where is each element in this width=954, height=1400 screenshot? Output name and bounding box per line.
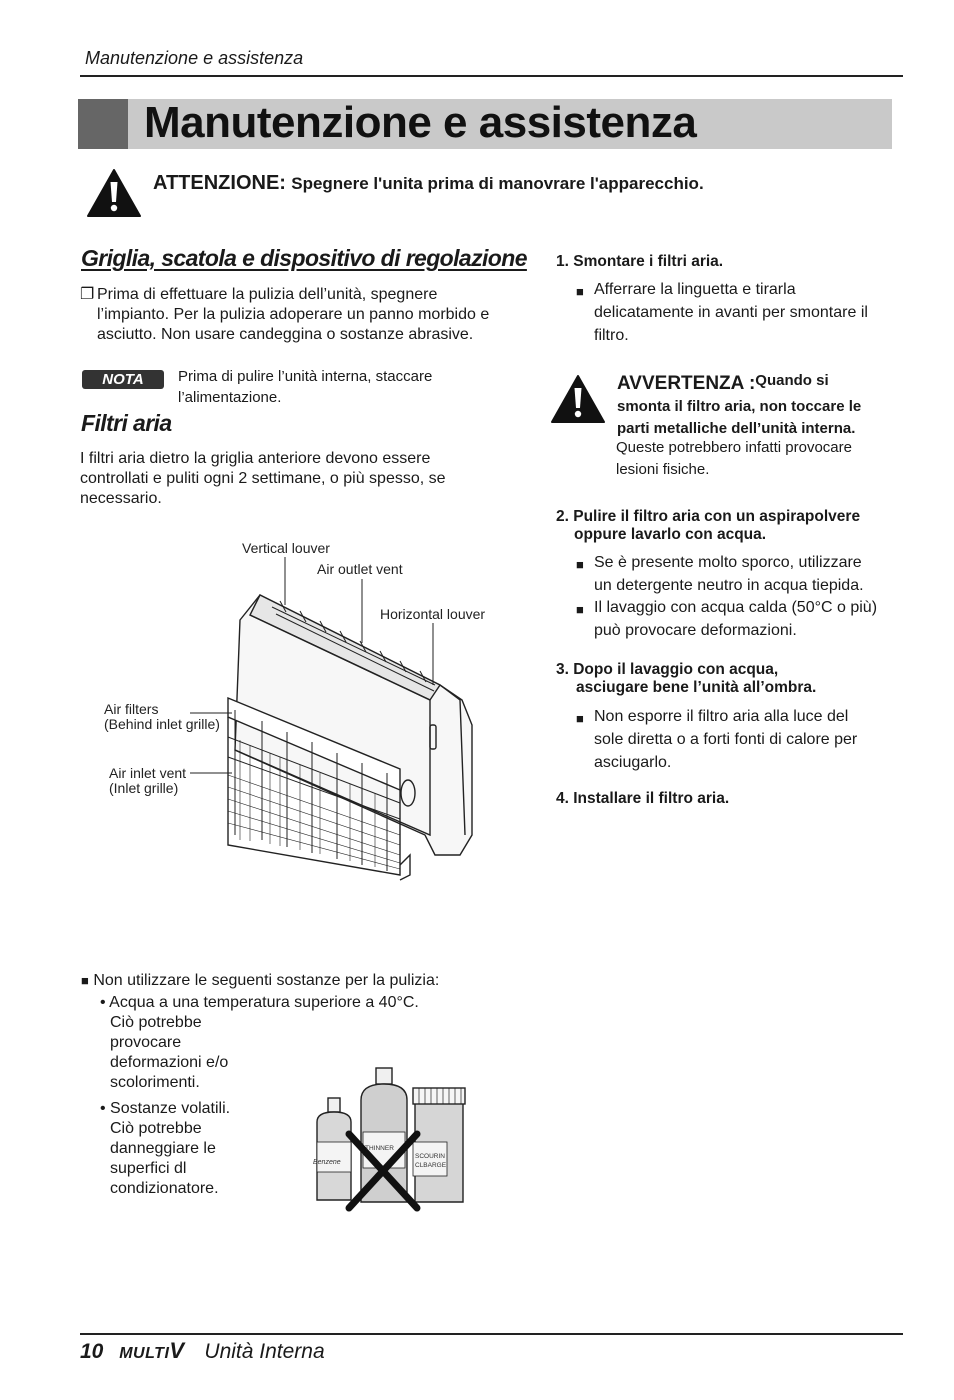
step2-title [556, 508, 860, 544]
text-line: Afferrare la linguetta e tirarla [594, 281, 796, 298]
square-bullet-icon: ■ [576, 602, 584, 617]
section2-paragraph [80, 449, 500, 509]
text-line: Air inlet vent [109, 765, 187, 781]
step3-title [556, 661, 816, 697]
step1-title: 1. Smontare i filtri aria. [556, 253, 724, 270]
text-line: Il lavaggio con acqua calda (50°C o più) [594, 599, 878, 616]
footer-rule [80, 1333, 903, 1335]
text-line: un detergente neutro in acqua tiepida. [594, 577, 864, 594]
nota-text [178, 366, 432, 408]
bottle-label-clbarge: CLBARGE [415, 1162, 447, 1169]
avvertenza-block [617, 370, 861, 440]
nota-badge: NOTA [82, 370, 164, 389]
attention-text: Spegnere l'unita prima di manovrare l'apparecchio. [291, 174, 704, 193]
text-line: l’alimentazione. [178, 389, 282, 406]
text-line: può provocare deformazioni. [594, 622, 797, 639]
title-block-marker [78, 99, 128, 149]
avvertenza-text [616, 437, 852, 481]
square-bullet-icon: ■ [576, 711, 584, 726]
step3-bullet1 [594, 705, 894, 774]
text-line: Air filters [104, 701, 159, 717]
text-line: 2. Pulire il filtro aria con un aspirapolvere [556, 508, 861, 525]
text-line: I filtri aria dietro la griglia anteriore devono essere [80, 450, 431, 467]
avvertenza-label: AVVERTENZA : [617, 373, 756, 394]
text-line: delicatamente in avanti per smontare il [594, 304, 868, 321]
square-bullet-icon: ■ [81, 973, 89, 988]
label-vertical-louver: Vertical louver [242, 540, 330, 556]
section-title-grille: Griglia, scatola e dispositivo di regolazione [81, 245, 527, 271]
text-line: Prima di effettuare la pulizia dell’unità, spegnere [97, 286, 438, 303]
label-air-filters [104, 702, 220, 732]
page-number: 10 [80, 1340, 104, 1363]
square-bullet-icon: ■ [576, 284, 584, 299]
running-header: Manutenzione e assistenza [85, 48, 304, 68]
step2-bullet1 [594, 551, 894, 597]
text-line: provocare [110, 1034, 182, 1051]
label-horizontal-louver: Horizontal louver [380, 606, 486, 622]
text-line: lesioni fisiche. [616, 461, 710, 478]
header-rule [80, 75, 903, 77]
text-line: (Behind inlet grille) [104, 716, 220, 732]
footer-section: Unità Interna [204, 1340, 325, 1363]
text-line: Queste potrebbero infatti provocare [616, 439, 852, 456]
substances-intro [81, 971, 439, 991]
text-line: Non esporre il filtro aria alla luce del [594, 708, 849, 725]
text-line: 3. Dopo il lavaggio con acqua, [556, 661, 779, 678]
square-bullet-icon: ■ [576, 557, 584, 572]
text-line: necessario. [80, 490, 162, 507]
text-line: sole diretta o a forti fonti di calore per [594, 731, 858, 748]
bottle-label-scourin: SCOURIN [415, 1153, 445, 1160]
text-line: asciutto. Non usare candeggina o sostanze abrasive. [97, 326, 474, 343]
multi-v-logo [119, 1338, 185, 1363]
text-line: l’impianto. Per la pulizia adoperare un panno morbido e [97, 306, 490, 323]
text-line: (Inlet grille) [109, 780, 179, 796]
text-line: deformazioni e/o [110, 1054, 229, 1071]
section1-paragraph [97, 285, 507, 345]
text-line: asciugarlo. [594, 754, 672, 771]
footer [80, 1338, 325, 1364]
text-line: Quando si [755, 372, 829, 389]
bottle-label-benzene: Benzene [313, 1159, 341, 1166]
attention-label: ATTENZIONE: [153, 172, 286, 194]
logo-text: MULTI [119, 1345, 170, 1362]
text-line: superfici dl [110, 1160, 187, 1177]
text-line: Prima di pulire l’unità interna, staccare [178, 368, 433, 385]
text-line: • Acqua a una temperatura superiore a 40°C. [100, 994, 419, 1011]
warning-triangle-icon [86, 168, 142, 218]
label-air-outlet-vent: Air outlet vent [317, 561, 403, 577]
page-title: Manutenzione e assistenza [144, 98, 697, 147]
bottle-label-thinner: THINNER [365, 1145, 394, 1152]
forbidden-substances-illustration [305, 1062, 470, 1212]
text-line: controllati e puliti ogni 2 settimane, o più spesso, se [80, 470, 446, 487]
text-line: scolorimenti. [110, 1074, 200, 1091]
text-line: asciugare bene l’unità all’ombra. [576, 679, 817, 696]
text-line: danneggiare le [110, 1140, 216, 1157]
step4-title: 4. Installare il filtro aria. [556, 790, 730, 807]
text-line: condizionatore. [110, 1180, 219, 1197]
text-line: parti metalliche dell’unità interna. [617, 420, 856, 437]
text-line: oppure lavarlo con acqua. [574, 526, 767, 543]
attention-line [153, 172, 704, 195]
text-line: Ciò potrebbe [110, 1120, 202, 1137]
section1-bullet: ❐ [80, 286, 95, 303]
step1-text [594, 278, 894, 347]
section-title-filters: Filtri aria [81, 410, 172, 436]
step2-bullet2 [594, 596, 894, 642]
text-line: Se è presente molto sporco, utilizzare [594, 554, 862, 571]
label-air-inlet-vent [109, 766, 186, 796]
warning-triangle-icon [550, 374, 606, 424]
text-line: • Sostanze volatili. [100, 1100, 231, 1117]
text-line: Non utilizzare le seguenti sostanze per la pulizia: [93, 972, 440, 989]
text-line: smonta il filtro aria, non toccare le [617, 398, 862, 415]
text-line: Ciò potrebbe [110, 1014, 202, 1031]
substance-volatile [100, 1099, 300, 1199]
text-line: filtro. [594, 327, 629, 344]
title-bar [78, 99, 892, 149]
logo-v: V [169, 1338, 185, 1363]
